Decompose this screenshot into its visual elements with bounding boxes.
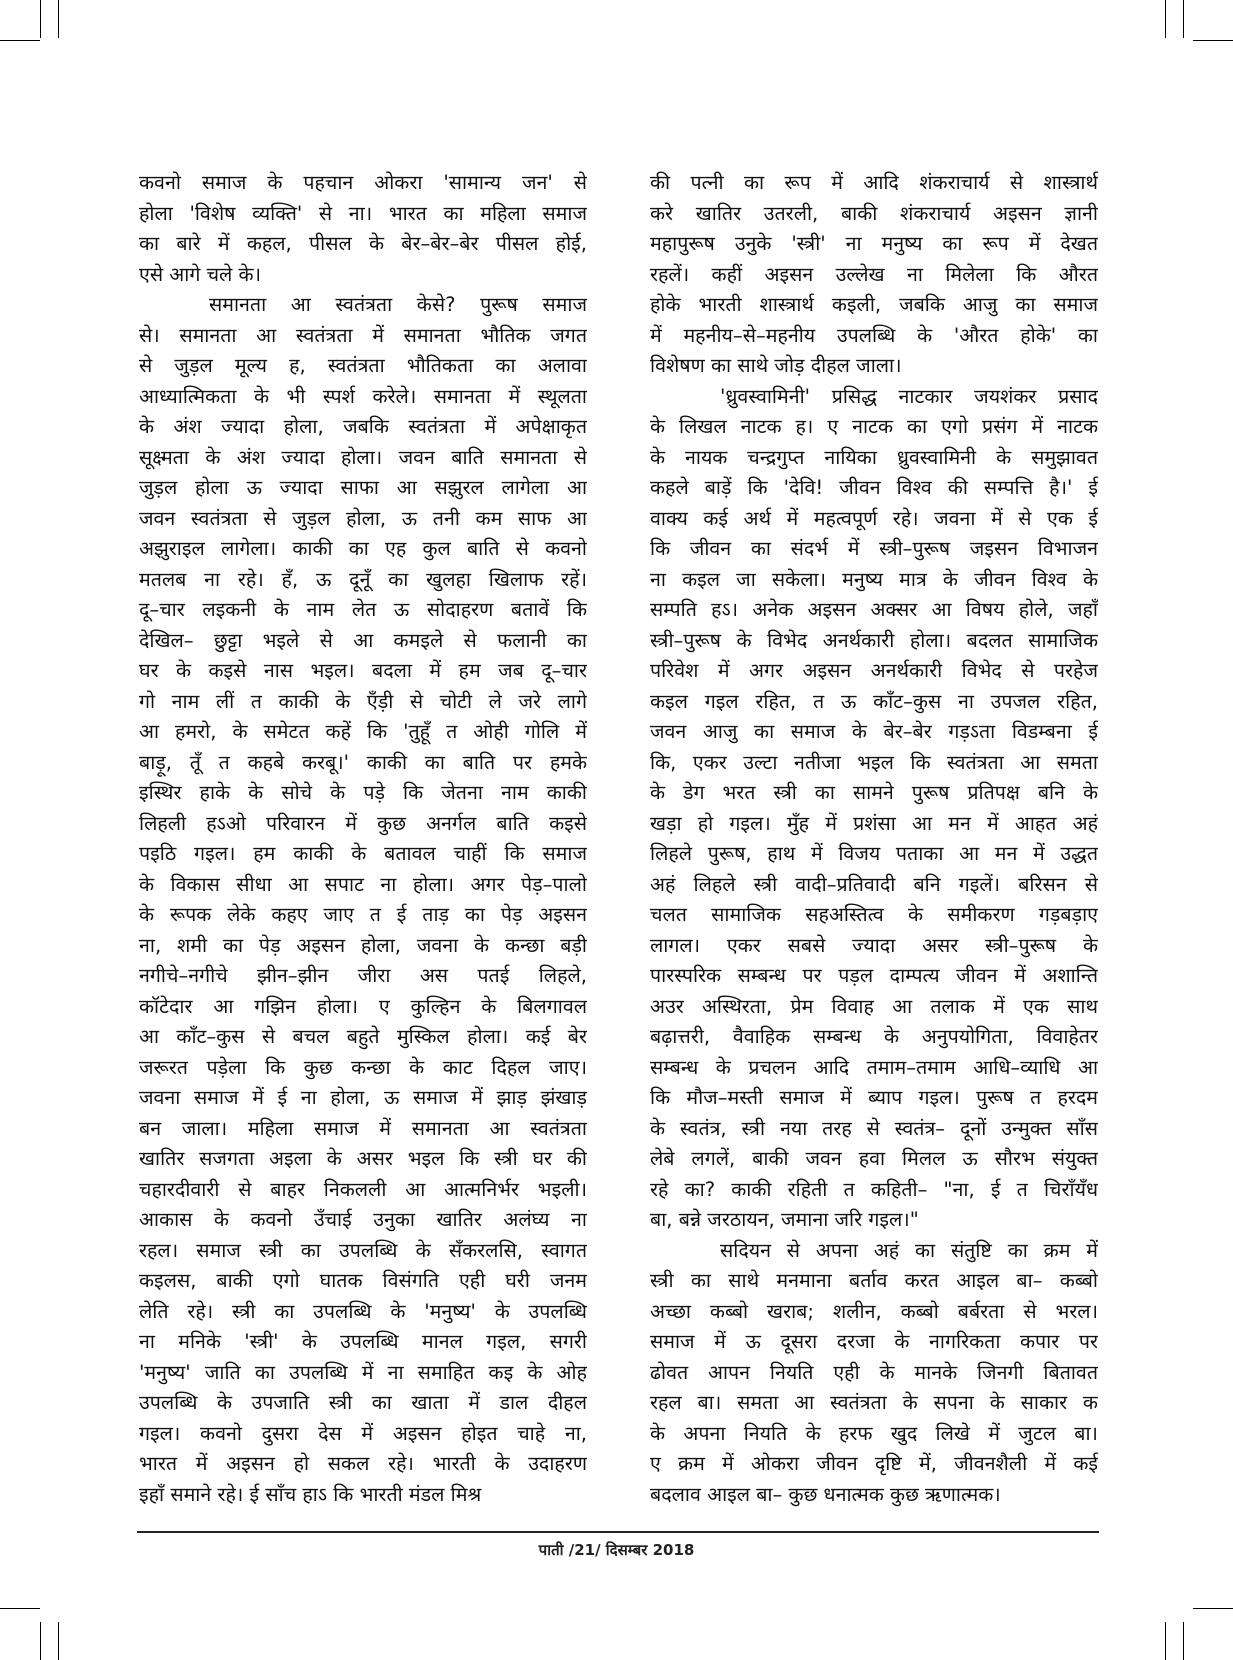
text-line: रहे का? काकी रहिती त कहिती– "ना, ई त चिराँयँध bbox=[650, 1177, 1098, 1201]
text-line: बाड़ू, तूँ त कहबे करबू।' काकी का बाति पर हमके bbox=[139, 750, 587, 774]
text-line: आ काँट–कुस से बचल बहुते मुस्किल होला। कई बेर bbox=[139, 1025, 587, 1048]
text-line: बा, बन्ने जरठायन, जमाना जरि गइल।" bbox=[650, 1208, 919, 1231]
crop-mark bbox=[58, 1622, 59, 1660]
text-line: के लिखल नाटक ह। ए नाटक का एगो प्रसंग में नाटक bbox=[650, 415, 1098, 438]
text-line: कइलस, बाकी एगो घातक विसंगति एही घरी जनम bbox=[139, 1269, 587, 1292]
text-line: गइल। कवनो दुसरा देस में अइसन होइत चाहे ना, bbox=[139, 1421, 587, 1445]
text-line: लागल। एकर सबसे ज्यादा असर स्त्री–पुरूष के bbox=[650, 933, 1098, 957]
text-line: के अंश ज्यादा होला, जबकि स्वतंत्रता में अपेक्षाकृत bbox=[139, 415, 587, 438]
left-text-column bbox=[139, 168, 587, 1510]
text-line: अउर अस्थिरता, प्रेम विवाह आ तलाक में एक साथ bbox=[650, 994, 1098, 1018]
text-line: लिहले पुरूष, हाथ में विजय पताका आ मन में उद्धत bbox=[650, 842, 1098, 865]
crop-mark bbox=[0, 40, 40, 41]
text-line: ए क्रम में ओकरा जीवन दृष्टि में, जीवनशैली में कई bbox=[650, 1452, 1098, 1475]
crop-mark bbox=[1165, 0, 1166, 38]
text-line: कवनो समाज के पहचान ओकरा 'सामान्य जन' से bbox=[139, 171, 587, 194]
text-line: आकास के कवनो उँचाई उनुका खातिर अलंघ्य ना bbox=[139, 1208, 587, 1231]
text-line: ढोवत आपन नियति एही के मानके जिनगी बितावत bbox=[650, 1360, 1098, 1384]
footer-rule bbox=[137, 1531, 1099, 1533]
text-line: वाक्य कई अर्थ में महत्वपूर्ण रहे। जवना में से एक ई bbox=[650, 506, 1098, 530]
text-line: दू–चार लइकनी के नाम लेत ऊ सोदाहरण बतावें कि bbox=[139, 598, 587, 621]
text-line: चहारदीवारी से बाहर निकलली आ आत्मनिर्भर भइली। bbox=[139, 1177, 587, 1201]
text-line: 'ध्रुवस्वामिनी' प्रसिद्ध नाटकार जयशंकर प्रसाद bbox=[720, 384, 1098, 408]
text-line: रहल बा। समता आ स्वतंत्रता के सपना के साकार क bbox=[650, 1391, 1098, 1414]
text-line: जवना समाज में ई ना होला, ऊ समाज में झाड़ झंखाड़ bbox=[139, 1086, 587, 1109]
text-line: के रूपक लेके कहए जाए त ई ताड़ का पेड़ अइसन bbox=[139, 903, 587, 926]
text-line: मतलब ना रहे। हँ, ऊ दूनूँ का खुलहा खिलाफ रहें। bbox=[139, 567, 587, 591]
text-line: का बारे में कहल, पीसल के बेर–बेर–बेर पीसल होई, bbox=[139, 232, 587, 255]
text-line: पारस्परिक सम्बन्ध पर पड़ल दाम्पत्य जीवन में अशान्ति bbox=[650, 964, 1098, 987]
text-line: समानता आ स्वतंत्रता केसे? पुरूष समाज bbox=[209, 293, 587, 316]
text-line: कि जीवन का संदर्भ में स्त्री–पुरूष जइसन विभाजन bbox=[650, 537, 1098, 560]
page-footer: पाती /21/ दिसम्बर 2018 bbox=[538, 1541, 695, 1559]
text-line: कि मौज–मस्ती समाज में ब्याप गइल। पुरूष त हरदम bbox=[650, 1086, 1098, 1109]
text-line: से। समानता आ स्वतंत्रता में समानता भौतिक जगत bbox=[139, 323, 587, 347]
text-line: भारत में अइसन हो सकल रहे। भारती के उदाहरण bbox=[139, 1452, 587, 1475]
text-line: ना मनिके 'स्त्री' के उपलब्धि मानल गइल, सगरी bbox=[139, 1330, 587, 1353]
crop-mark bbox=[1193, 1608, 1233, 1609]
text-line: होला 'विशेष व्यक्ति' से ना। भारत का महिला समाज bbox=[139, 201, 587, 225]
text-line: सूक्ष्मता के अंश ज्यादा होला। जवन बाति समानता से bbox=[139, 445, 587, 469]
text-line: से जुड़ल मूल्य ह, स्वतंत्रता भौतिकता का अलावा bbox=[139, 354, 587, 377]
crop-mark bbox=[0, 1608, 40, 1609]
text-line: ना कइल जा सकेला। मनुष्य मात्र के जीवन विश्व के bbox=[650, 567, 1098, 591]
crop-mark bbox=[1193, 40, 1233, 41]
text-line: इहाँ समाने रहे। ई साँच हाऽ कि भारती मंडल मिश्र bbox=[139, 1482, 482, 1506]
text-line: के नायक चन्द्रगुप्त नायिका ध्रुवस्वामिनी के समुझावत bbox=[650, 445, 1098, 469]
text-line: कॉटेदार आ गझिन होला। ए कुल्हिन के बिलगावल bbox=[139, 994, 587, 1018]
text-line: उपलब्धि के उपजाति स्त्री का खाता में डाल दीहल bbox=[139, 1391, 587, 1414]
text-line: परिवेश में अगर अइसन अनर्थकारी विभेद से परहेज bbox=[650, 659, 1098, 682]
text-line: चलत सामाजिक सहअस्तित्व के समीकरण गड़बड़ाए bbox=[650, 903, 1098, 926]
text-line: के विकास सीधा आ सपाट ना होला। अगर पेड़–पालो bbox=[139, 872, 587, 896]
text-line: आध्यात्मिकता के भी स्पर्श करेले। समानता में स्थूलता bbox=[139, 384, 587, 408]
text-line: घर के कइसे नास भइल। बदला में हम जब दू–चार bbox=[139, 659, 587, 682]
text-line: अहं लिहले स्त्री वादी–प्रतिवादी बनि गइलें। बरिसन से bbox=[650, 872, 1098, 896]
text-line: के स्वतंत्र, स्त्री नया तरह से स्वतंत्र– दूनों उन्मुक्त साँस bbox=[650, 1116, 1098, 1140]
text-line: गो नाम लीं त काकी के एँड़ी से चोटी ले जरे लागे bbox=[139, 689, 587, 713]
text-line: बढ़ात्तरी, वैवाहिक सम्बन्ध के अनुपयोगिता, विवाहेतर bbox=[650, 1025, 1098, 1048]
text-line: जुड़ल होला ऊ ज्यादा साफा आ सझुरल लागेला आ bbox=[139, 476, 587, 499]
text-line: रहल। समाज स्त्री का उपलब्धि के सँकरलसि, स्वागत bbox=[139, 1238, 587, 1262]
text-line: कइल गइल रहित, त ऊ काँट–कुस ना उपजल रहित, bbox=[650, 689, 1098, 713]
text-line: एसे आगे चले के। bbox=[139, 262, 262, 286]
text-line: नगीचे–नगीचे झीन–झीन जीरा अस पतई लिहले, bbox=[139, 964, 587, 987]
text-line: में महनीय–से–महनीय उपलब्धि के 'औरत होके' का bbox=[650, 323, 1098, 347]
text-line: के अपना नियति के हरफ खुद लिखे में जुटल बा। bbox=[650, 1421, 1098, 1445]
text-line: बन जाला। महिला समाज में समानता आ स्वतंत्रता bbox=[139, 1116, 587, 1140]
text-line: समाज में ऊ दूसरा दरजा के नागरिकता कपार पर bbox=[650, 1330, 1098, 1353]
text-line: जवन आजु का समाज के बेर–बेर गड़ऽता विडम्बना ई bbox=[650, 720, 1098, 743]
text-line: की पत्नी का रूप में आदि शंकराचार्य से शास्त्रार्थ bbox=[650, 171, 1098, 194]
text-line: कि, एकर उल्टा नतीजा भइल कि स्वतंत्रता आ समता bbox=[650, 750, 1098, 774]
text-line: खड़ा हो गइल। मुँह में प्रशंसा आ मन में आहत अहं bbox=[650, 811, 1098, 835]
text-line: अझुराइल लागेला। काकी का एह कुल बाति से कवनो bbox=[139, 537, 587, 560]
right-text-column bbox=[650, 168, 1098, 1510]
text-line: स्त्री–पुरूष के विभेद अनर्थकारी होला। बदलत सामाजिक bbox=[650, 628, 1098, 652]
crop-mark bbox=[1183, 1622, 1184, 1660]
text-line: रहलें। कहीं अइसन उल्लेख ना मिलेला कि औरत bbox=[650, 262, 1098, 286]
text-line: के डेग भरत स्त्री का सामने पुरूष प्रतिपक्ष बनि के bbox=[650, 781, 1098, 804]
text-line: होके भारती शास्त्रार्थ कइली, जबकि आजु का समाज bbox=[650, 293, 1098, 316]
text-line: सम्पति हऽ। अनेक अइसन अक्सर आ विषय होले, जहाँ bbox=[650, 598, 1098, 621]
text-line: करे खातिर उतरली, बाकी शंकराचार्य अइसन ज्ञानी bbox=[650, 201, 1098, 225]
crop-mark bbox=[1165, 1622, 1166, 1660]
text-line: जवन स्वतंत्रता से जुड़ल होला, ऊ तनी कम साफ आ bbox=[139, 506, 587, 530]
text-line: 'मनुष्य' जाति का उपलब्धि में ना समाहित कइ के ओह bbox=[139, 1360, 587, 1384]
text-line: अच्छा कब्बो खराब; शलीन, कब्बो बर्बरता से भरल। bbox=[650, 1299, 1098, 1323]
text-line: लेबे लगलें, बाकी जवन हवा मिलल ऊ सौरभ संयुक्त bbox=[650, 1147, 1098, 1170]
crop-mark bbox=[58, 0, 59, 38]
text-line: कहले बाड़ें कि 'देवि! जीवन विश्व की सम्पत्ति है।' ई bbox=[650, 476, 1098, 499]
text-line: लिहली हऽओ परिवारन में कुछ अनर्गल बाति कइसे bbox=[139, 811, 587, 835]
text-line: विशेषण का साथे जोड़ दीहल जाला। bbox=[650, 354, 902, 377]
crop-mark bbox=[1183, 0, 1184, 38]
text-line: देखिल– छुट्टा भइले से आ कमइले से फलानी का bbox=[139, 628, 587, 652]
text-line: स्त्री का साथे मनमाना बर्ताव करत आइल बा– कब्बो bbox=[650, 1269, 1098, 1292]
text-line: सदियन से अपना अहं का संतुष्टि का क्रम में bbox=[720, 1238, 1098, 1262]
text-line: लेति रहे। स्त्री का उपलब्धि के 'मनुष्य' के उपलब्धि bbox=[139, 1299, 587, 1323]
text-line: इस्थिर हाके के सोचे के पड़े कि जेतना नाम काकी bbox=[139, 781, 587, 804]
crop-mark bbox=[40, 1622, 41, 1660]
text-line: ना, शमी का पेड़ अइसन होला, जवना के कन्छा बड़ी bbox=[139, 933, 587, 957]
text-line: सम्बन्ध के प्रचलन आदि तमाम–तमाम आधि–व्याधि आ bbox=[650, 1055, 1098, 1079]
text-line: बदलाव आइल बा– कुछ धनात्मक कुछ ऋणात्मक। bbox=[650, 1482, 1001, 1506]
text-line: जरूरत पड़ेला कि कुछ कन्छा के काट दिहल जाए। bbox=[139, 1055, 587, 1079]
text-line: पइठि गइल। हम काकी के बतावल चाहीं कि समाज bbox=[139, 842, 587, 865]
crop-mark bbox=[40, 0, 41, 38]
text-line: महापुरूष उनुके 'स्त्री' ना मनुष्य का रूप में देखत bbox=[650, 232, 1098, 255]
text-line: आ हमरो, के समेटत कहें कि 'तुहूँ त ओही गोलि में bbox=[139, 720, 587, 743]
text-line: खातिर सजगता अइला के असर भइल कि स्त्री घर की bbox=[139, 1147, 587, 1170]
